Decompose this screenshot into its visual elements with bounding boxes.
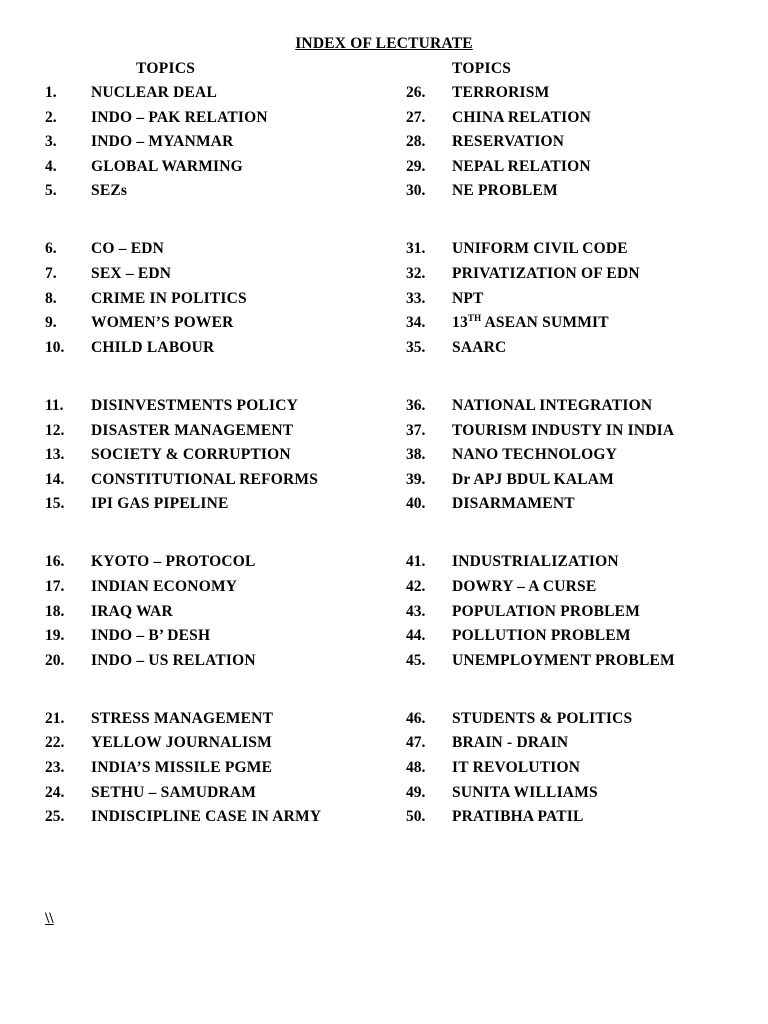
topic-row — [406, 553, 746, 578]
topic-title — [452, 109, 591, 127]
topic-number: 44. — [406, 627, 426, 645]
topic-number: 33. — [406, 289, 426, 307]
topic-title — [452, 759, 580, 777]
topic-title — [452, 158, 591, 176]
topic-title — [91, 314, 234, 332]
topic-number: 32. — [406, 265, 426, 283]
topic-text: NUCLEAR DEAL — [91, 84, 217, 101]
topic-title — [91, 339, 214, 357]
topic-title — [452, 397, 652, 415]
document-title: INDEX OF LECTURATE — [295, 35, 473, 52]
topic-text: DISASTER MANAGEMENT — [91, 421, 294, 439]
topic-row — [406, 397, 746, 422]
topic-title — [452, 495, 575, 513]
topic-row — [406, 603, 746, 628]
topic-number: 43. — [406, 602, 426, 620]
topic-title — [452, 339, 506, 357]
topic-text: RESERVATION — [452, 133, 565, 151]
topic-row — [45, 133, 385, 158]
topic-text: CHILD LABOUR — [91, 338, 215, 356]
topic-number: 48. — [406, 759, 426, 777]
topic-title — [452, 133, 564, 151]
topic-title — [91, 710, 273, 728]
topic-row — [406, 446, 746, 471]
topic-row — [45, 603, 385, 628]
topic-row — [406, 314, 746, 339]
topic-text: INDUSTRIALIZATION — [452, 553, 619, 571]
topic-number: 11. — [45, 396, 64, 414]
topic-number: 20. — [45, 651, 65, 669]
topic-title — [452, 471, 614, 489]
topic-row — [45, 397, 385, 422]
topic-group — [45, 240, 385, 363]
topic-title — [91, 471, 318, 489]
topic-title — [452, 652, 675, 670]
topic-row — [406, 422, 746, 447]
topic-number: 14. — [45, 470, 65, 488]
topic-title — [91, 652, 256, 670]
topic-number: 10. — [45, 338, 65, 356]
topic-title — [452, 710, 632, 728]
topic-row — [45, 808, 385, 833]
right-column-header: TOPICS — [452, 60, 512, 77]
topic-row — [406, 339, 746, 364]
topic-title — [452, 627, 631, 645]
topic-number: 35. — [406, 338, 426, 356]
topic-group — [406, 84, 746, 207]
topic-number: 18. — [45, 602, 65, 620]
topic-number: 42. — [406, 578, 426, 595]
topic-superscript: TH — [467, 313, 482, 324]
topic-title — [91, 784, 256, 802]
topic-row — [45, 314, 385, 339]
topic-text: CRIME IN POLITICS — [91, 289, 247, 307]
topic-row — [406, 158, 746, 183]
topic-text: UNIFORM CIVIL CODE — [452, 240, 628, 258]
topic-row — [406, 808, 746, 833]
topic-number: 31. — [406, 240, 426, 258]
topic-title — [452, 808, 584, 826]
topic-row — [406, 265, 746, 290]
topic-text: SEX – EDN — [91, 265, 172, 283]
topic-title — [452, 290, 484, 308]
topic-number: 50. — [406, 808, 426, 826]
topic-group — [45, 710, 385, 833]
topic-number: 13. — [45, 446, 65, 464]
topic-text: POPULATION PROBLEM — [452, 602, 641, 620]
topic-row — [406, 182, 746, 207]
topic-title — [91, 578, 237, 596]
topic-number: 36. — [406, 396, 426, 414]
topic-text: KYOTO – PROTOCOL — [91, 553, 256, 571]
topic-title — [91, 240, 164, 258]
topic-text: INDO – PAK RELATION — [91, 108, 268, 126]
topic-number: 8. — [45, 289, 57, 307]
topic-row — [45, 578, 385, 603]
topic-text: 13 — [452, 314, 468, 332]
topic-text: SEZs — [91, 182, 128, 200]
topic-text: INDO – US RELATION — [91, 651, 256, 669]
topic-group — [45, 553, 385, 676]
topic-title — [91, 397, 298, 415]
topic-row — [406, 109, 746, 134]
topic-title — [452, 578, 596, 596]
topic-text: NANO TECHNOLOGY — [452, 446, 618, 464]
topic-number: 26. — [406, 84, 426, 101]
topic-number: 12. — [45, 421, 65, 439]
topic-text: WOMEN’S POWER — [91, 314, 234, 332]
topic-text: PRATIBHA PATIL — [452, 808, 584, 826]
topic-number: 4. — [45, 157, 57, 175]
topic-text: IRAQ WAR — [91, 602, 173, 620]
topic-number: 17. — [45, 578, 65, 595]
topic-text: INDO – MYANMAR — [91, 133, 234, 151]
topic-title — [91, 133, 234, 151]
topic-text: IT REVOLUTION — [452, 759, 581, 777]
topic-row — [45, 553, 385, 578]
topic-text: INDIAN ECONOMY — [91, 578, 238, 595]
topic-number: 7. — [45, 265, 57, 283]
topic-row — [406, 734, 746, 759]
topic-text: SUNITA WILLIAMS — [452, 783, 598, 801]
topic-row — [406, 784, 746, 809]
topic-text: BRAIN - DRAIN — [452, 734, 569, 752]
topic-text: YELLOW JOURNALISM — [91, 734, 272, 752]
topic-number: 39. — [406, 470, 426, 488]
topic-number: 49. — [406, 783, 426, 801]
topic-number: 46. — [406, 709, 426, 727]
topic-title — [91, 759, 272, 777]
topic-number: 30. — [406, 182, 426, 200]
topic-title — [91, 808, 321, 826]
topic-number: 28. — [406, 133, 426, 151]
topic-text: IPI GAS PIPELINE — [91, 495, 229, 513]
topic-title — [91, 84, 217, 102]
topic-row — [406, 471, 746, 496]
topic-row — [45, 109, 385, 134]
topic-title — [91, 422, 293, 440]
topic-number: 41. — [406, 553, 426, 571]
topic-row — [45, 710, 385, 735]
topic-text: DISINVESTMENTS POLICY — [91, 396, 299, 414]
topic-title — [91, 627, 210, 645]
topic-row — [45, 182, 385, 207]
topic-row — [406, 133, 746, 158]
topic-text: DOWRY – A CURSE — [452, 578, 597, 595]
topic-row — [45, 422, 385, 447]
topic-title — [91, 495, 229, 513]
topic-text: UNEMPLOYMENT PROBLEM — [452, 651, 675, 669]
topic-number: 34. — [406, 314, 426, 332]
topic-text: INDIA’S MISSILE PGME — [91, 759, 273, 777]
topic-row — [45, 158, 385, 183]
topic-title — [91, 446, 291, 464]
topic-number: 2. — [45, 108, 57, 126]
topic-row — [406, 627, 746, 652]
topic-group — [406, 397, 746, 520]
topic-number: 40. — [406, 495, 426, 513]
topic-title — [452, 84, 549, 102]
topic-row — [45, 652, 385, 677]
topic-title — [91, 290, 247, 308]
topic-number: 16. — [45, 553, 65, 571]
topic-text: CO – EDN — [91, 240, 165, 258]
topic-text: CHINA RELATION — [452, 108, 592, 126]
topic-title — [452, 603, 640, 621]
left-topic-column — [45, 84, 385, 866]
topic-title — [452, 265, 640, 283]
topic-text: TERRORISM — [452, 84, 550, 101]
topic-text: STUDENTS & POLITICS — [452, 709, 633, 727]
topic-title — [91, 158, 243, 176]
topic-text: INDISCIPLINE CASE IN ARMY — [91, 808, 322, 826]
topic-row — [45, 627, 385, 652]
topic-title — [91, 734, 272, 752]
topic-row — [406, 578, 746, 603]
topic-text: CONSTITUTIONAL REFORMS — [91, 470, 319, 488]
topic-number: 9. — [45, 314, 57, 332]
topic-row — [406, 240, 746, 265]
topic-row — [45, 84, 385, 109]
topic-text: NATIONAL INTEGRATION — [452, 396, 653, 414]
topic-group — [45, 397, 385, 520]
topic-title — [91, 182, 127, 200]
topic-text: Dr APJ BDUL KALAM — [452, 470, 614, 488]
topic-text: SETHU – SAMUDRAM — [91, 783, 257, 801]
topic-number: 24. — [45, 783, 65, 801]
left-column-header: TOPICS — [136, 60, 196, 77]
topic-number: 45. — [406, 651, 426, 669]
topic-row — [45, 290, 385, 315]
topic-group — [406, 553, 746, 676]
topic-text: NE PROBLEM — [452, 182, 558, 200]
topic-row — [45, 495, 385, 520]
topic-title — [91, 603, 173, 621]
footer-mark: \\ — [45, 910, 54, 927]
topic-row — [406, 495, 746, 520]
topic-number: 25. — [45, 808, 65, 826]
topic-title — [91, 109, 268, 127]
topic-number: 21. — [45, 709, 65, 727]
topic-title — [91, 265, 171, 283]
topic-text: NEPAL RELATION — [452, 157, 591, 175]
topic-number: 15. — [45, 495, 65, 513]
topic-row — [45, 446, 385, 471]
topic-row — [45, 471, 385, 496]
topic-number: 38. — [406, 446, 426, 464]
topic-number: 37. — [406, 421, 426, 439]
topic-title — [452, 240, 628, 258]
topic-group — [406, 710, 746, 833]
topic-number: 6. — [45, 240, 57, 258]
topic-title — [452, 784, 598, 802]
topic-title — [91, 553, 256, 571]
topic-number: 22. — [45, 734, 65, 752]
topic-text: TOURISM INDUSTY IN INDIA — [452, 421, 675, 439]
right-topic-column — [406, 84, 746, 866]
topic-group — [406, 240, 746, 363]
topic-title — [452, 446, 617, 464]
topic-row — [406, 652, 746, 677]
topic-number: 3. — [45, 133, 57, 151]
topic-text: INDO – B’ DESH — [91, 627, 211, 645]
topic-title — [452, 314, 609, 332]
topic-number: 27. — [406, 108, 426, 126]
topic-number: 19. — [45, 627, 65, 645]
topic-number: 1. — [45, 84, 57, 101]
topic-text: NPT — [452, 289, 484, 307]
topic-number: 5. — [45, 182, 57, 200]
topic-row — [45, 265, 385, 290]
topic-title — [452, 734, 568, 752]
topic-text: PRIVATIZATION OF EDN — [452, 265, 640, 283]
topic-title — [452, 182, 558, 200]
topic-row — [406, 759, 746, 784]
topic-text: STRESS MANAGEMENT — [91, 709, 274, 727]
topic-text: SAARC — [452, 338, 507, 356]
topic-number: 23. — [45, 759, 65, 777]
topic-text-rest: ASEAN SUMMIT — [481, 314, 609, 332]
topic-row — [406, 84, 746, 109]
topic-row — [45, 240, 385, 265]
topic-text: DISARMAMENT — [452, 495, 575, 513]
topic-row — [406, 710, 746, 735]
topic-row — [45, 339, 385, 364]
topic-text: SOCIETY & CORRUPTION — [91, 446, 291, 464]
topic-row — [45, 759, 385, 784]
topic-title — [452, 422, 674, 440]
topic-number: 29. — [406, 157, 426, 175]
topic-text: POLLUTION PROBLEM — [452, 627, 631, 645]
topic-title — [452, 553, 619, 571]
topic-text: GLOBAL WARMING — [91, 157, 243, 175]
topic-row — [45, 734, 385, 759]
topic-group — [45, 84, 385, 207]
topic-number: 47. — [406, 734, 426, 752]
topic-row — [45, 784, 385, 809]
topic-row — [406, 290, 746, 315]
